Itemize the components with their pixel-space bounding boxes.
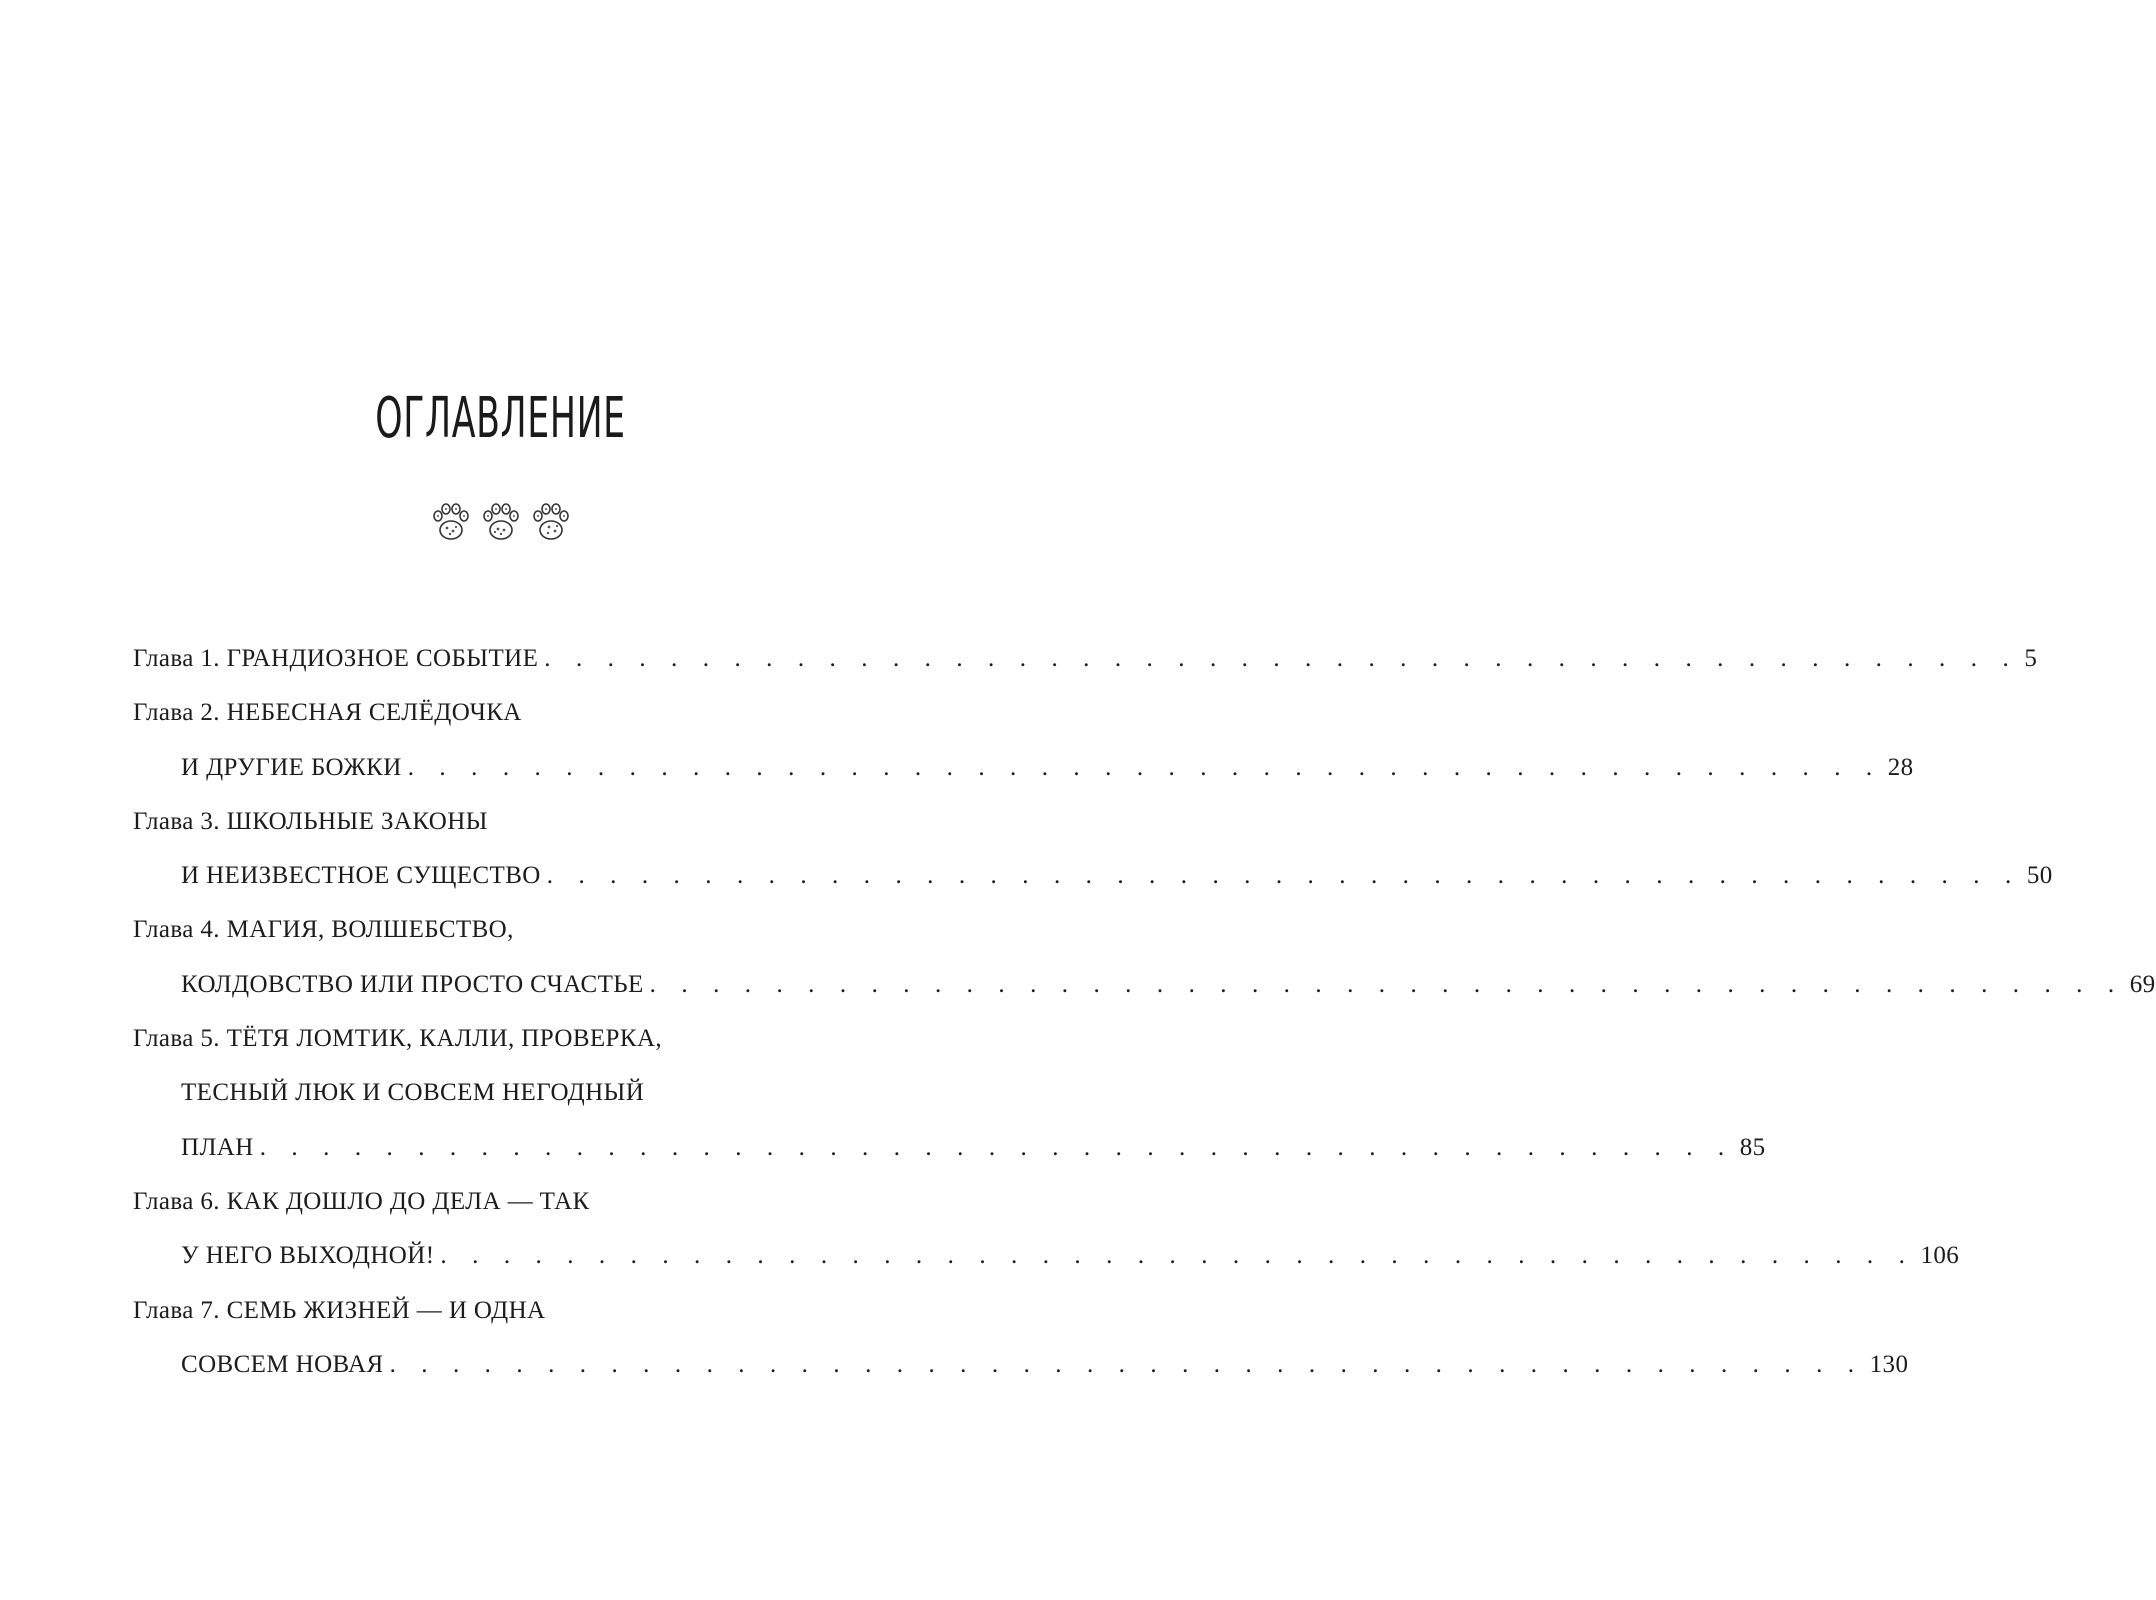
page-number: 69 xyxy=(2129,970,2156,998)
toc-entry-continuation-line xyxy=(133,1066,801,1120)
chapter-title: МАГИЯ, ВОЛШЕБСТВО, xyxy=(226,916,514,944)
chapter-prefix: Глава 6. xyxy=(133,1187,220,1215)
toc-entry-first-line xyxy=(133,795,801,849)
page-title: ОГЛАВЛЕНИЕ xyxy=(375,386,626,451)
toc-entry xyxy=(133,1012,1766,1175)
chapter-title: ТЁТЯ ЛОМТИК, КАЛЛИ, ПРОВЕРКА, xyxy=(226,1025,663,1053)
chapter-title: СОВСЕМ НОВАЯ xyxy=(181,1350,384,1378)
dot-leader: . . . . . . . . . . . . . . . . . . . . . . . . . . . . . . . . . . . . . . . . . . . . . . . xyxy=(259,1133,1734,1161)
toc-entry-continuation-line xyxy=(133,1229,1960,1283)
toc-entry-first-line xyxy=(133,1175,801,1229)
chapter-title: ТЕСНЫЙ ЛЮК И СОВСЕМ НЕГОДНЫЙ xyxy=(181,1079,645,1107)
paw-ornament xyxy=(0,500,1001,552)
toc-entry-first-line xyxy=(133,686,801,740)
chapter-prefix: Глава 7. xyxy=(133,1296,220,1324)
paw-prints-icon xyxy=(429,500,473,546)
chapter-prefix: Глава 3. xyxy=(133,807,220,835)
chapter-title: КОЛДОВСТВО ИЛИ ПРОСТО СЧАСТЬЕ xyxy=(181,970,644,998)
page-number: 130 xyxy=(1869,1350,1909,1378)
toc-entry-first-line xyxy=(133,632,2038,686)
toc-entry-continuation-line xyxy=(133,1338,1909,1392)
toc-entry xyxy=(133,1284,1909,1393)
dot-leader: . . . . . . . . . . . . . . . . . . . . . . . . . . . . . . . . . . . . . . . . . . . . . . . xyxy=(544,645,2019,672)
toc-entry xyxy=(133,632,2038,686)
toc-entry xyxy=(133,1175,1960,1284)
toc-entry-first-line xyxy=(133,903,801,957)
chapter-title: КАК ДОШЛО ДО ДЕЛА — ТАК xyxy=(226,1187,590,1215)
chapter-title: ГРАНДИОЗНОЕ СОБЫТИЕ xyxy=(226,645,539,672)
paw-prints-icon xyxy=(529,500,573,546)
toc-entry xyxy=(133,903,2156,1012)
toc-entry-continuation-line xyxy=(133,849,2053,903)
page-number: 50 xyxy=(2026,862,2053,890)
page-number: 5 xyxy=(2024,645,2038,672)
chapter-prefix: Глава 2. xyxy=(133,699,220,727)
page-number: 85 xyxy=(1739,1133,1766,1161)
chapter-title: И ДРУГИЕ БОЖКИ xyxy=(181,753,402,781)
toc-entry xyxy=(133,795,2053,904)
chapter-prefix: Глава 4. xyxy=(133,916,220,944)
paw-prints-icon xyxy=(479,500,523,546)
dot-leader: . . . . . . . . . . . . . . . . . . . . . . . . . . . . . . . . . . . . . . . . . . . . . . . xyxy=(407,753,1882,781)
dot-leader: . . . . . . . . . . . . . . . . . . . . . . . . . . . . . . . . . . . . . . . . . . . . . . . xyxy=(440,1242,1915,1270)
chapter-title: У НЕГО ВЫХОДНОЙ! xyxy=(181,1242,435,1270)
chapter-title: И НЕИЗВЕСТНОЕ СУЩЕСТВО xyxy=(181,862,541,890)
dot-leader: . . . . . . . . . . . . . . . . . . . . . . . . . . . . . . . . . . . . . . . . . . . . . . . xyxy=(649,970,2124,998)
table-of-contents xyxy=(133,632,2156,1392)
toc-entry-first-line xyxy=(133,1012,801,1066)
toc-entry-continuation-line xyxy=(133,958,2156,1012)
chapter-prefix: Глава 5. xyxy=(133,1025,220,1053)
toc-entry-first-line xyxy=(133,1284,801,1338)
toc-entry xyxy=(133,686,1914,795)
page-number: 28 xyxy=(1887,753,1914,781)
toc-entry-continuation-line xyxy=(133,741,1914,795)
toc-entry-continuation-line xyxy=(133,1121,1766,1175)
page-number: 106 xyxy=(1920,1242,1960,1270)
dot-leader: . . . . . . . . . . . . . . . . . . . . . . . . . . . . . . . . . . . . . . . . . . . . . . . xyxy=(389,1350,1864,1378)
chapter-title: НЕБЕСНАЯ СЕЛЁДОЧКА xyxy=(226,699,522,727)
chapter-title: СЕМЬ ЖИЗНЕЙ — И ОДНА xyxy=(226,1296,546,1324)
chapter-title: ПЛАН xyxy=(181,1133,254,1161)
chapter-prefix: Глава 1. xyxy=(133,645,220,672)
chapter-title: ШКОЛЬНЫЕ ЗАКОНЫ xyxy=(226,807,488,835)
dot-leader: . . . . . . . . . . . . . . . . . . . . . . . . . . . . . . . . . . . . . . . . . . . . . . . xyxy=(546,862,2021,890)
